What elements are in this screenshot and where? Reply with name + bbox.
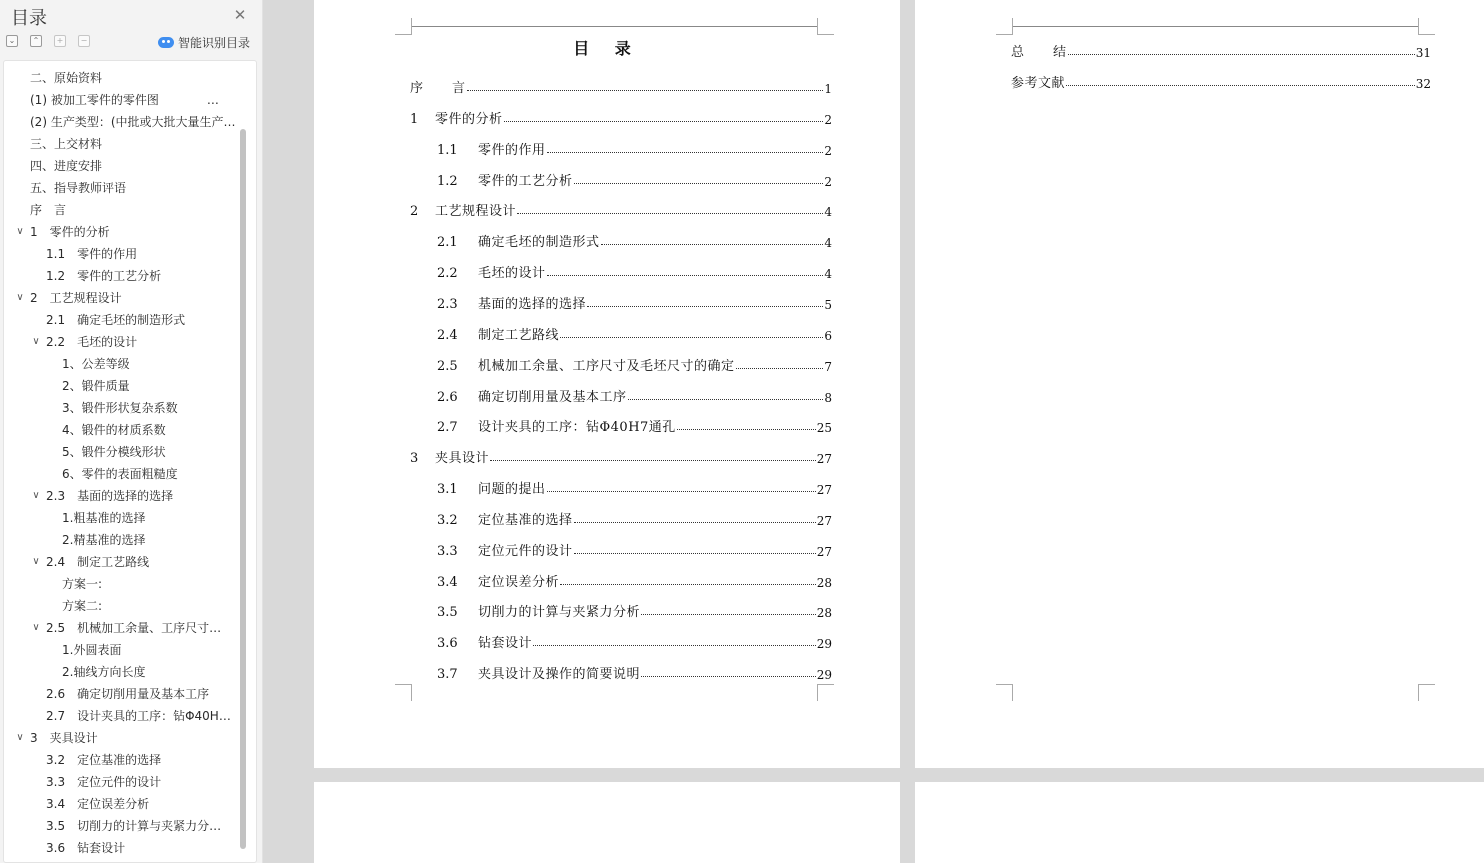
toc-leader-dots [547, 152, 824, 153]
expand-chevron-icon[interactable]: ∨ [16, 292, 24, 303]
toc-entry-number: 2.6 [437, 389, 458, 405]
toc-entry-text: 定位误差分析 [478, 574, 560, 590]
header-line [411, 26, 817, 27]
toc-entry[interactable] [410, 76, 832, 96]
toc-leader-dots [587, 306, 823, 307]
toc-entry-page: 31 [1415, 46, 1431, 60]
toc-entry-page: 4 [824, 236, 832, 251]
toc-leader-dots [1066, 85, 1415, 86]
toc-leader-dots [1068, 54, 1415, 55]
toc-tree-item[interactable]: 3.2 定位基准的选择 [46, 753, 162, 767]
toc-entry-text: 毛坯的设计 [478, 266, 546, 282]
toc-page-title: 目 录 [573, 39, 641, 58]
toc-leader-dots [547, 491, 816, 492]
toc-entry-page: 32 [1415, 77, 1431, 91]
toc-leader-dots [601, 244, 824, 245]
document-page-3 [314, 782, 900, 863]
toc-leader-dots [574, 522, 816, 523]
crop-mark [395, 18, 412, 35]
crop-mark [1418, 684, 1435, 701]
toc-entry[interactable] [437, 292, 832, 312]
toc-tree-item[interactable]: (1) 被加工零件的零件图 … [30, 93, 219, 107]
toc-entry-text: 基面的选择的选择 [478, 296, 587, 312]
toc-entry[interactable] [437, 662, 832, 682]
toc-entry[interactable] [437, 385, 832, 405]
toc-leader-dots [517, 213, 823, 214]
close-icon[interactable]: ✕ [233, 6, 247, 24]
crop-mark [1418, 18, 1435, 35]
toc-entry-number: 3.2 [437, 512, 458, 528]
toc-tree-item[interactable]: 3.5 切削力的计算与夹紧力分… [46, 819, 222, 833]
toc-entry-page: 2 [824, 174, 832, 189]
toc-leader-dots [574, 183, 824, 184]
toc-tree-item[interactable]: 3.6 钻套设计 [46, 841, 126, 855]
toc-entry-number: 3.4 [437, 574, 458, 590]
toc-entry-page: 27 [816, 483, 832, 498]
expand-chevron-icon[interactable]: ∨ [32, 622, 40, 633]
toc-entry-number: 2.3 [437, 296, 458, 312]
expand-chevron-icon[interactable]: ∨ [32, 336, 40, 347]
toc-leader-dots [547, 275, 824, 276]
toc-tree-item[interactable]: 1.2 零件的工艺分析 [46, 269, 162, 283]
toc-entry-number: 3.1 [437, 482, 458, 498]
toc-entry[interactable] [1011, 40, 1431, 60]
toc-entry[interactable] [410, 446, 832, 466]
document-page-4 [915, 782, 1484, 863]
toc-entry-text: 定位元件的设计 [478, 543, 573, 559]
crop-mark [395, 684, 412, 701]
toc-sidebar [0, 0, 263, 863]
toc-entry-number: 2.7 [437, 420, 458, 436]
toc-entry-page: 29 [816, 668, 832, 683]
toc-entry-text: 参考文献 [1011, 76, 1066, 91]
toc-entry-page: 4 [824, 205, 832, 220]
toc-entry-number: 1 [410, 111, 419, 127]
toc-tree-item[interactable]: 3.4 定位误差分析 [46, 797, 150, 811]
document-page-2 [915, 0, 1484, 768]
toc-entry-number: 2.2 [437, 266, 458, 282]
toc-entry-text: 机械加工余量、工序尺寸及毛坯尺寸的确定 [478, 358, 735, 374]
collapse-all-icon[interactable]: ⌃ [30, 35, 42, 47]
sidebar-scrollbar[interactable] [240, 129, 246, 849]
toc-leader-dots [467, 90, 824, 91]
toc-entry-number: 序 [410, 81, 424, 96]
toc-entry-number: 1.1 [437, 142, 458, 158]
toc-entry-page: 5 [824, 297, 832, 312]
toc-tree-item[interactable]: 2.3 基面的选择的选择 [46, 489, 174, 503]
toc-entry-number: 3.3 [437, 543, 458, 559]
toc-tree-item[interactable]: 3.3 定位元件的设计 [46, 775, 162, 789]
toc-tree-item[interactable]: 1.粗基准的选择 [62, 511, 146, 525]
toc-tree-item[interactable]: 2.5 机械加工余量、工序尺寸… [46, 621, 222, 635]
toc-tree-item[interactable]: 1 零件的分析 [30, 225, 110, 239]
toc-entry-number: 2.4 [437, 327, 458, 343]
toc-entry-text: 制定工艺路线 [478, 327, 560, 343]
toc-entry-number: 3.5 [437, 605, 458, 621]
header-line [1012, 26, 1418, 27]
smart-cloud-icon [158, 37, 174, 48]
toc-entry[interactable] [437, 477, 832, 497]
toc-tree-item[interactable]: 2.1 确定毛坯的制造形式 [46, 313, 186, 327]
toc-entry-text: 零件的工艺分析 [478, 173, 573, 189]
toc-tree-item[interactable]: 1、公差等级 [62, 357, 130, 371]
toc-entry[interactable] [437, 631, 832, 651]
toc-tree-item[interactable]: 1.1 零件的作用 [46, 247, 138, 261]
toc-tree-item[interactable]: 2.2 毛坯的设计 [46, 335, 138, 349]
toc-entry[interactable] [437, 539, 832, 559]
toc-leader-dots [736, 368, 824, 369]
toc-tree-item[interactable]: 1.外圆表面 [62, 643, 122, 657]
document-page-1 [314, 0, 900, 768]
smart-toc-button[interactable] [158, 33, 250, 51]
toc-tree-item[interactable]: 2.轴线方向长度 [62, 665, 146, 679]
smart-toc-label: 智能识别目录 [178, 35, 251, 50]
toc-entry-text: 确定切削用量及基本工序 [478, 389, 627, 405]
crop-mark [996, 18, 1013, 35]
toc-entry[interactable] [437, 169, 832, 189]
toc-tree-item[interactable]: 3、锻件形状复杂系数 [62, 401, 178, 415]
document-canvas [263, 0, 1484, 863]
toc-entry-number: 2.5 [437, 358, 458, 374]
toc-entry-text: 夹具设计及操作的简要说明 [478, 667, 641, 683]
toc-entry-number: 3 [410, 451, 419, 467]
toc-entry-text: 问题的提出 [478, 482, 546, 498]
toc-entry-page: 4 [824, 267, 832, 282]
toc-entry-number: 总 [1011, 45, 1025, 60]
toc-entry-text: 设计夹具的工序：钻Φ40H7通孔 [478, 420, 676, 436]
toc-entry-text: 工艺规程设计 [435, 204, 517, 220]
toc-entry-text: 切削力的计算与夹紧力分析 [478, 605, 641, 621]
toc-leader-dots [490, 460, 816, 461]
crop-mark [996, 684, 1013, 701]
expand-chevron-icon[interactable]: ∨ [32, 490, 40, 501]
expand-chevron-icon[interactable]: ∨ [16, 226, 24, 237]
toc-leader-dots [574, 553, 816, 554]
expand-chevron-icon[interactable]: ∨ [32, 556, 40, 567]
toc-leader-dots [533, 645, 816, 646]
toc-entry[interactable] [437, 600, 832, 620]
toc-leader-dots [560, 584, 816, 585]
toc-tree-item[interactable]: 方案二: [62, 599, 103, 613]
toc-entry[interactable] [437, 354, 832, 374]
toc-entry-page: 1 [824, 82, 832, 96]
toc-tree-item[interactable]: 2、锻件质量 [62, 379, 130, 393]
toc-leader-dots [677, 429, 816, 430]
toc-entry-text: 定位基准的选择 [478, 512, 573, 528]
toc-leader-dots [641, 676, 816, 677]
toc-entry-text: 钻套设计 [478, 636, 533, 652]
add-level-icon[interactable]: + [54, 35, 66, 47]
toc-leader-dots [641, 614, 816, 615]
toc-tree-item[interactable]: 五、指导教师评语 [30, 181, 127, 195]
toc-tree-item[interactable]: 6、零件的表面粗糙度 [62, 467, 178, 481]
toc-entry[interactable] [437, 138, 832, 158]
toc-tree-item[interactable]: 序 言 [30, 203, 67, 217]
toc-entry-text: 结 [1053, 45, 1067, 60]
toc-entry-page: 25 [816, 421, 832, 436]
toc-entry-text: 零件的作用 [478, 142, 546, 158]
toc-tree-item[interactable]: 三、上交材料 [30, 137, 103, 151]
toc-entry-number: 1.2 [437, 173, 458, 189]
toc-tree-item[interactable]: 二、原始资料 [30, 71, 103, 85]
toc-leader-dots [560, 337, 823, 338]
toc-entry-page: 27 [816, 513, 832, 528]
toc-entry[interactable] [410, 107, 832, 127]
toc-entry[interactable] [437, 508, 832, 528]
toc-tree-item[interactable]: 3 夹具设计 [30, 731, 98, 745]
toc-tree-panel [3, 60, 257, 863]
toc-tree-item[interactable]: 5、锻件分模线形状 [62, 445, 166, 459]
remove-level-icon[interactable]: − [78, 35, 90, 47]
toc-entry-page: 2 [824, 143, 832, 158]
toc-entry[interactable] [410, 199, 832, 219]
toc-entry-page: 28 [816, 606, 832, 621]
toc-leader-dots [504, 121, 824, 122]
toc-tree-item[interactable]: (2) 生产类型：(中批或大批大量生产… [30, 115, 236, 129]
toc-tree-item[interactable]: 4、锻件的材质系数 [62, 423, 166, 437]
toc-entry[interactable] [1011, 71, 1431, 91]
toc-leader-dots [628, 399, 824, 400]
toc-entry-page: 7 [824, 359, 832, 374]
toc-entry[interactable] [437, 323, 832, 343]
toc-tree-item[interactable]: 2 工艺规程设计 [30, 291, 122, 305]
toc-tree-item[interactable]: 2.6 确定切削用量及基本工序 [46, 687, 210, 701]
toc-entry-text: 确定毛坯的制造形式 [478, 235, 600, 251]
crop-mark [817, 684, 834, 701]
toc-entry[interactable] [437, 261, 832, 281]
toc-entry-number: 2 [410, 204, 419, 220]
toc-entry-text: 零件的分析 [435, 111, 503, 127]
toc-entry-number: 2.1 [437, 235, 458, 251]
toc-entry-number: 3.6 [437, 636, 458, 652]
crop-mark [817, 18, 834, 35]
toc-entry[interactable] [437, 415, 832, 435]
toc-entry-page: 28 [816, 575, 832, 590]
toc-entry-number: 3.7 [437, 667, 458, 683]
toc-tree-item[interactable]: 方案一: [62, 577, 103, 591]
toc-tree-item[interactable]: 2.4 制定工艺路线 [46, 555, 150, 569]
toc-tree-item[interactable]: 2.7 设计夹具的工序：钻Φ40H… [46, 709, 231, 723]
toc-entry-text: 言 [452, 81, 466, 96]
toc-entry-page: 8 [824, 390, 832, 405]
toc-entry-page: 2 [824, 112, 832, 127]
sidebar-title: 目录 [11, 8, 47, 29]
toc-entry-page: 29 [816, 637, 832, 652]
expand-chevron-icon[interactable]: ∨ [16, 732, 24, 743]
toc-entry-page: 6 [824, 328, 832, 343]
expand-all-icon[interactable]: ⌄ [6, 35, 18, 47]
toc-tree-item[interactable]: 四、进度安排 [30, 159, 103, 173]
toc-entry[interactable] [437, 570, 832, 590]
toc-entry-text: 夹具设计 [435, 451, 490, 467]
toc-entry-page: 27 [816, 544, 832, 559]
toc-entry-page: 27 [816, 452, 832, 467]
toc-entry[interactable] [437, 230, 832, 250]
toc-tree-item[interactable]: 2.精基准的选择 [62, 533, 146, 547]
